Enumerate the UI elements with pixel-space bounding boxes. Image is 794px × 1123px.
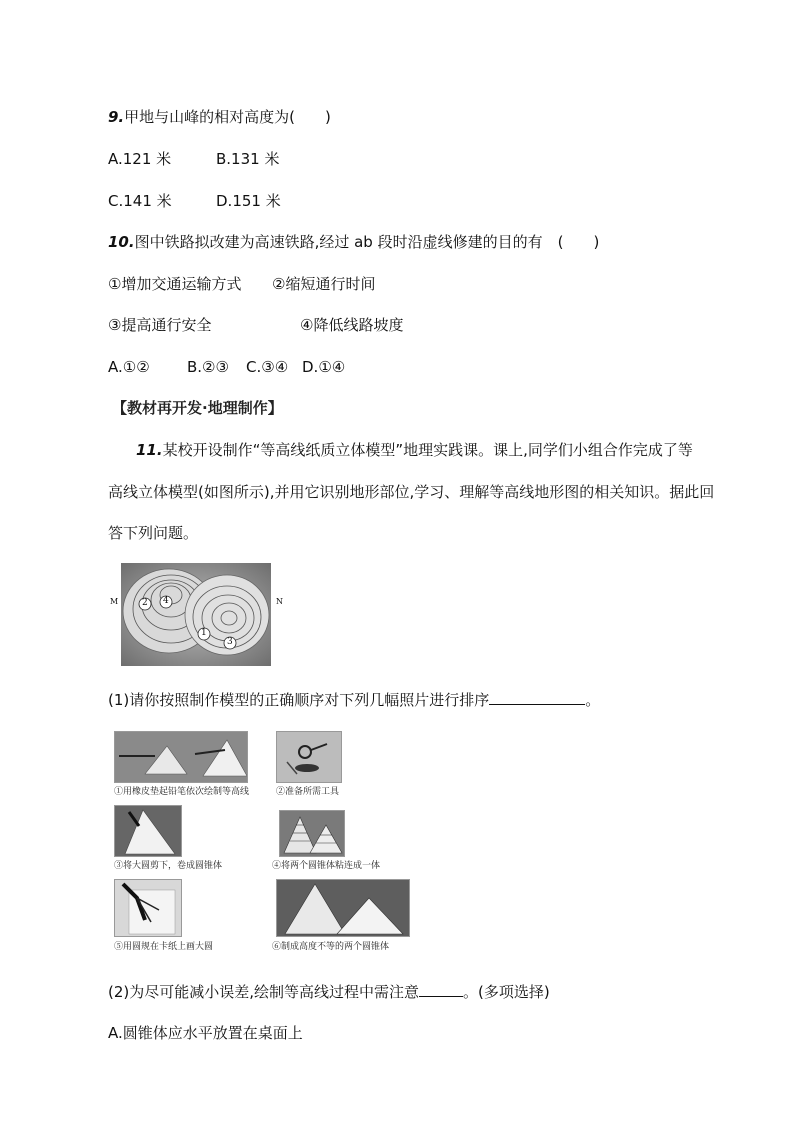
question-10-stem	[108, 232, 599, 252]
question-11-stem-line3: 答下列问题。	[108, 524, 199, 542]
option-c: C.141 米	[108, 192, 172, 210]
marker-4: 4	[163, 596, 169, 606]
sub-question-2-option-a: A.圆锥体应水平放置在桌面上	[108, 1024, 303, 1042]
question-text: 某校开设制作“等高线纸质立体模型”地理实践课。课上,同学们小组合作完成了等	[162, 441, 693, 459]
photo-1	[114, 731, 248, 783]
photo-4	[279, 810, 345, 857]
sub-question-2	[108, 982, 550, 1002]
option-a: A.①②	[108, 358, 150, 376]
option-b: B.131 米	[216, 150, 280, 168]
option-c: C.③④	[246, 358, 289, 376]
statement-1: ①增加交通运输方式	[108, 275, 242, 293]
marker-2: 2	[142, 598, 148, 608]
photo-4-caption: ④将两个圆锥体粘连成一体	[272, 861, 381, 871]
sub-question-1	[108, 690, 600, 710]
answer-blank[interactable]	[489, 690, 585, 705]
label-n: N	[276, 597, 283, 606]
marker-3: 3	[227, 637, 233, 647]
sub-question-end: 。	[585, 691, 601, 709]
option-a: A.121 米	[108, 150, 172, 168]
statement-4: ④降低线路坡度	[300, 316, 404, 334]
section-heading: 【教材再开发·地理制作】	[112, 399, 283, 417]
question-text: 甲地与山峰的相对高度为( )	[124, 108, 331, 126]
statement-3: ③提高通行安全	[108, 316, 212, 334]
contour-model-photo	[121, 563, 271, 666]
option-b: B.②③	[187, 358, 229, 376]
question-text: 图中铁路拟改建为高速铁路,经过 ab 段时沿虚线修建的目的有 ( )	[134, 233, 600, 251]
photo-3	[114, 805, 182, 857]
photo-1-caption: ①用橡皮垫起铅笔依次绘制等高线	[114, 787, 250, 797]
photo-2-caption: ②准备所需工具	[276, 787, 340, 797]
sub-question-end: 。(多项选择)	[463, 983, 550, 1001]
answer-blank[interactable]	[419, 982, 463, 997]
photo-6	[276, 879, 410, 937]
photo-2	[276, 731, 342, 783]
marker-1: 1	[201, 628, 207, 638]
question-number: 11.	[136, 441, 163, 459]
sub-question-text: (1)请你按照制作模型的正确顺序对下列几幅照片进行排序	[108, 691, 490, 709]
photo-6-caption: ⑥制成高度不等的两个圆锥体	[272, 942, 390, 952]
photo-5-caption: ⑤用圆规在卡纸上画大圆	[114, 942, 214, 952]
statement-2: ②缩短通行时间	[272, 275, 376, 293]
option-d: D.151 米	[216, 192, 281, 210]
question-11-stem-line1	[136, 440, 693, 460]
sub-question-text: (2)为尽可能减小误差,绘制等高线过程中需注意	[108, 983, 420, 1001]
option-d: D.①④	[302, 358, 346, 376]
question-11-stem-line2: 高线立体模型(如图所示),并用它识别地形部位,学习、理解等高线地形图的相关知识。据此回	[108, 483, 715, 501]
question-9-stem	[108, 107, 331, 127]
question-number: 9.	[108, 108, 125, 126]
label-m: M	[110, 597, 119, 606]
question-number: 10.	[108, 233, 135, 251]
photo-5	[114, 879, 182, 937]
photo-3-caption: ③将大圆剪下，卷成圆锥体	[114, 861, 223, 871]
